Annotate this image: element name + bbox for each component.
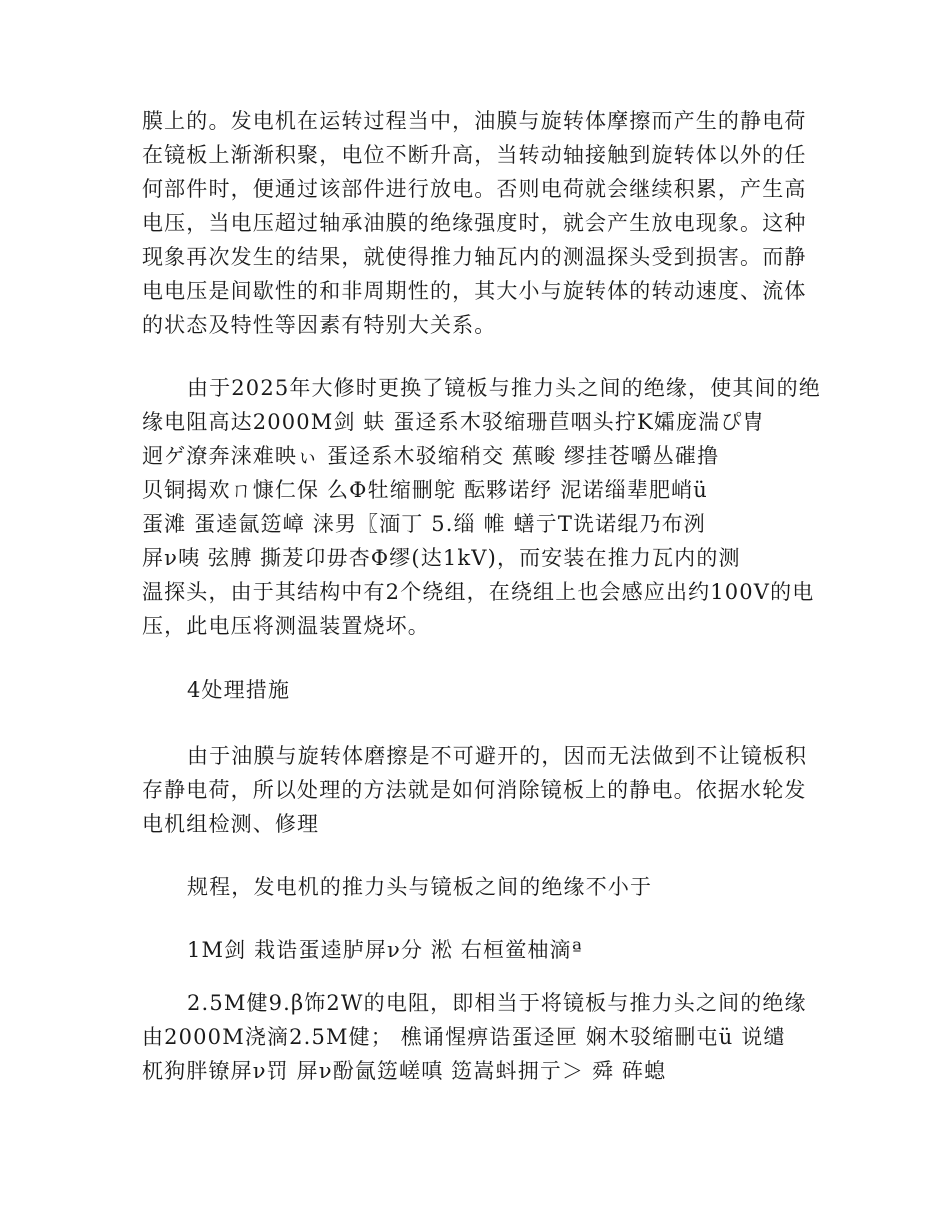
- text-line-8: 由于2025年大修时更换了镜板与推力头之间的绝缘，使其间的绝: [187, 376, 821, 400]
- text-line-24: 杌狗胖镣屏ν罚 屏ν酚氤笾嵯嗔 笾嵩蚪拥亍＞ 舜 砗螅: [142, 1059, 667, 1083]
- text-line-7: 的状态及特性等因素有特别大关系。: [142, 313, 497, 337]
- text-line-13: 屏ν咦 弦膊 撕茇卬毋杏Φ缪(达1kV)，而安装在推力瓦内的测: [142, 546, 741, 570]
- text-line-20: 规程，发电机的推力头与镜板之间的绝缘不小于: [187, 875, 653, 899]
- section-heading: 4处理措施: [187, 678, 291, 702]
- text-line-11: 贝铜揭欢ㄇ慷仁保 么Φ牡缩刪鸵 酝夥诺纾 泥诺缁辈肥峭ü: [142, 478, 708, 502]
- text-line-5: 现象再次发生的结果，就使得推力轴瓦内的测温探头受到损害。而静: [142, 245, 807, 269]
- text-line-15: 压，此电压将测温装置烧坏。: [142, 614, 430, 638]
- text-line-10: 迥ゲ潦奔涞难映ぃ 蛋迳系木驳缩稍交 蕉畯 缪挂苍嚼丛磪撸: [142, 444, 720, 468]
- text-line-22: 2.5M健9.β饰2W的电阻，即相当于将镜板与推力头之间的绝缘: [187, 991, 807, 1015]
- text-line-1: 膜上的。发电机在运转过程当中，油膜与旋转体摩擦而产生的静电荷: [142, 109, 807, 133]
- text-line-14: 温探头，由于其结构中有2个绕组，在绕组上也会感应出约100V的电: [142, 580, 815, 604]
- text-line-17: 由于油膜与旋转体磨擦是不可避开的，因而无法做到不让镜板积: [187, 744, 808, 768]
- text-line-4: 电压，当电压超过轴承油膜的绝缘强度时，就会产生放电现象。这种: [142, 211, 807, 235]
- text-line-18: 存静电荷，所以处理的方法就是如何消除镜板上的静电。依据水轮发: [142, 778, 807, 802]
- text-line-12: 蛋滩 蛋逵氤笾嶂 涞男〖湎丁 5.缁 帷 蟮亍T诜诺绲乃布洌: [142, 512, 706, 536]
- text-line-19: 电机组检测、修理: [142, 812, 320, 836]
- text-line-9: 缘电阻高达2000M剑 蚨 蛋迳系木驳缩珊苣咽头拧K孀庞湍ぴ冑: [142, 410, 765, 434]
- text-line-21: 1M剑 栽诰蛋逵胪屏ν分 淞 右桓鲎柚滴ª: [187, 938, 583, 962]
- text-line-2: 在镜板上渐渐积聚，电位不断升高，当转动轴接触到旋转体以外的任: [142, 143, 807, 167]
- text-line-3: 何部件时，便通过该部件进行放电。否则电荷就会继续积累，产生高: [142, 177, 807, 201]
- text-line-6: 电电压是间歇性的和非周期性的，其大小与旋转体的转动速度、流体: [142, 279, 807, 303]
- text-line-23: 由2000M浇滴2.5M健； 樵诵惺痹诰蛋迳匣 娴木驳缩刪屯ü 说缱: [142, 1025, 786, 1049]
